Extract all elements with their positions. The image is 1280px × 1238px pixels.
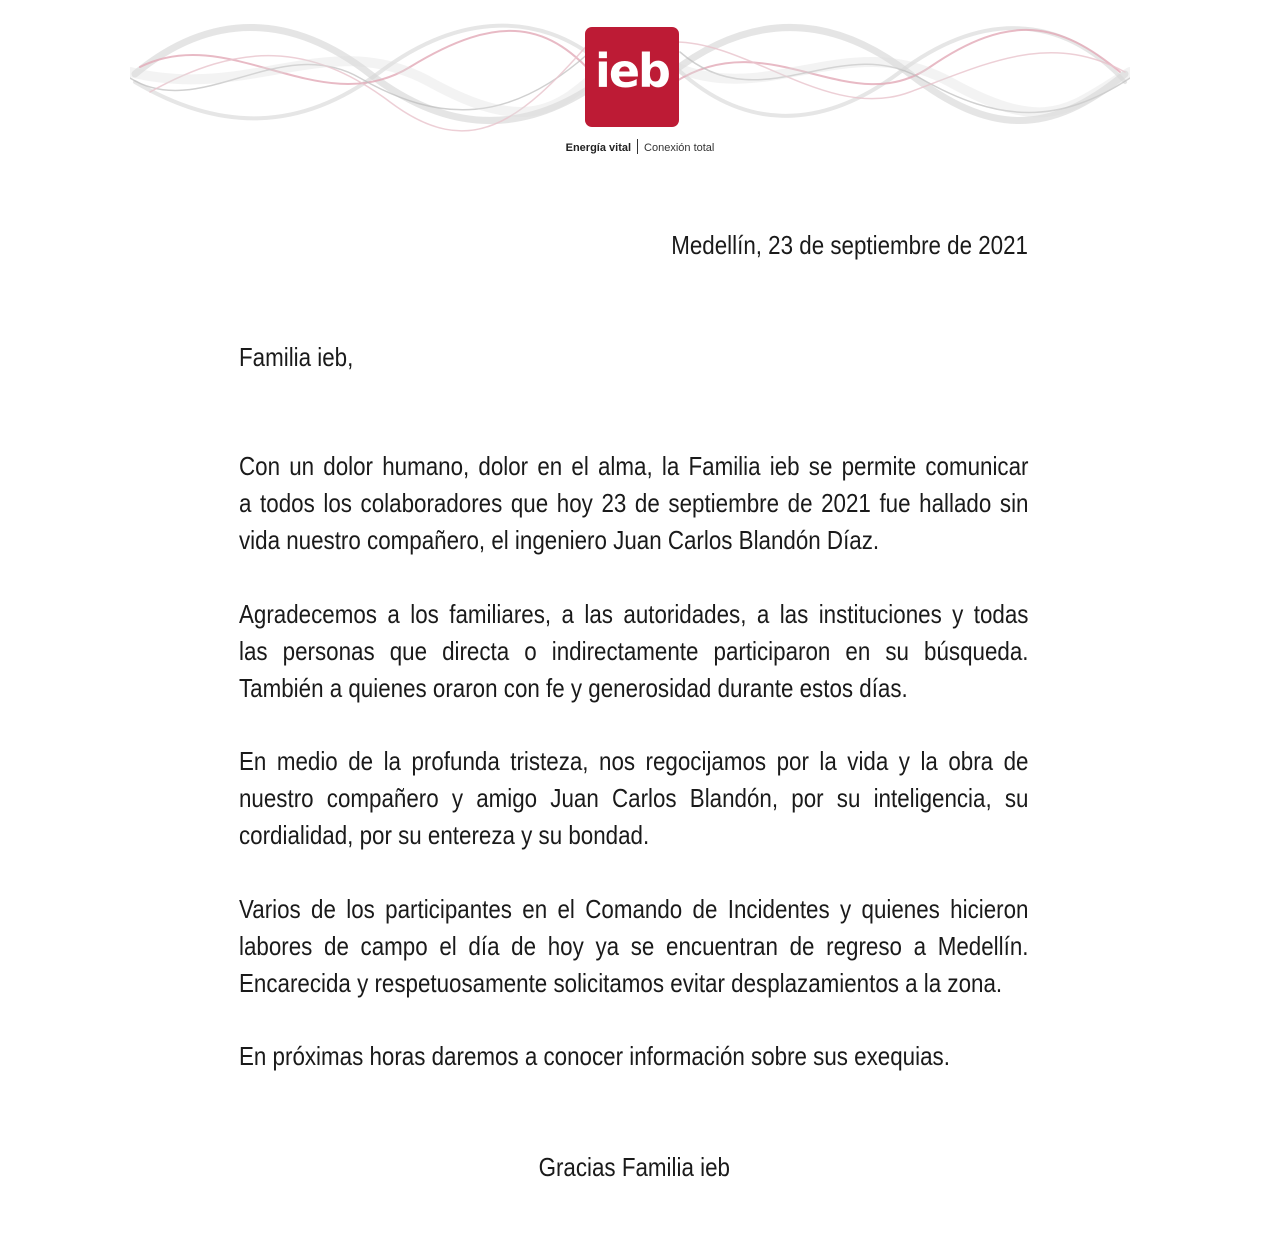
letterhead: [0, 0, 1280, 175]
letter-greeting: Familia ieb,: [239, 342, 354, 372]
paragraph-line: También a quienes oraron con fe y generosidad durante estos días.: [239, 673, 908, 703]
paragraph-return: [239, 891, 1029, 1002]
tagline-divider: [637, 139, 638, 154]
tagline-primary: Energía vital: [565, 142, 632, 154]
letter-closing: [0, 1150, 1268, 1184]
paragraph-announcement: [239, 448, 1029, 559]
ieb-logo-icon: [585, 27, 679, 127]
paragraph-line: En medio de la profunda tristeza, nos regocijamos por la vida y la obra de: [239, 746, 1029, 776]
paragraph-funeral-info: [239, 1038, 1029, 1075]
paragraph-line: En próximas horas daremos a conocer información sobre sus exequias.: [239, 1041, 950, 1071]
letter-date: Medellín, 23 de septiembre de 2021: [671, 230, 1028, 260]
tagline-secondary: Conexión total: [644, 142, 715, 154]
paragraph-line: cordialidad, por su entereza y su bondad.: [239, 820, 650, 850]
paragraph-thanks: [239, 596, 1029, 707]
paragraph-line: nuestro compañero y amigo Juan Carlos Blandón, por su inteligencia, su: [239, 783, 1029, 813]
paragraph-line: las personas que directa o indirectamente participaron en su búsqueda.: [239, 636, 1029, 666]
paragraph-line: Varios de los participantes en el Comando de Incidentes y quienes hicieron: [239, 894, 1029, 924]
paragraph-line: Agradecemos a los familiares, a las autoridades, a las instituciones y todas: [239, 599, 1029, 629]
tagline: [0, 139, 1280, 156]
paragraph-line: Con un dolor humano, dolor en el alma, la Familia ieb se permite comunicar: [239, 451, 1029, 481]
paragraph-line: a todos los colaboradores que hoy 23 de septiembre de 2021 fue hallado sin: [239, 488, 1029, 518]
paragraph-line: vida nuestro compañero, el ingeniero Juan Carlos Blandón Díaz.: [239, 525, 880, 555]
paragraph-tribute: [239, 743, 1029, 854]
logo-text: ieb: [595, 44, 669, 98]
closing-text: Gracias Familia ieb: [538, 1152, 730, 1182]
paragraph-line: labores de campo el día de hoy ya se encuentran de regreso a Medellín.: [239, 931, 1029, 961]
paragraph-line: Encarecida y respetuosamente solicitamos evitar desplazamientos a la zona.: [239, 968, 1003, 998]
